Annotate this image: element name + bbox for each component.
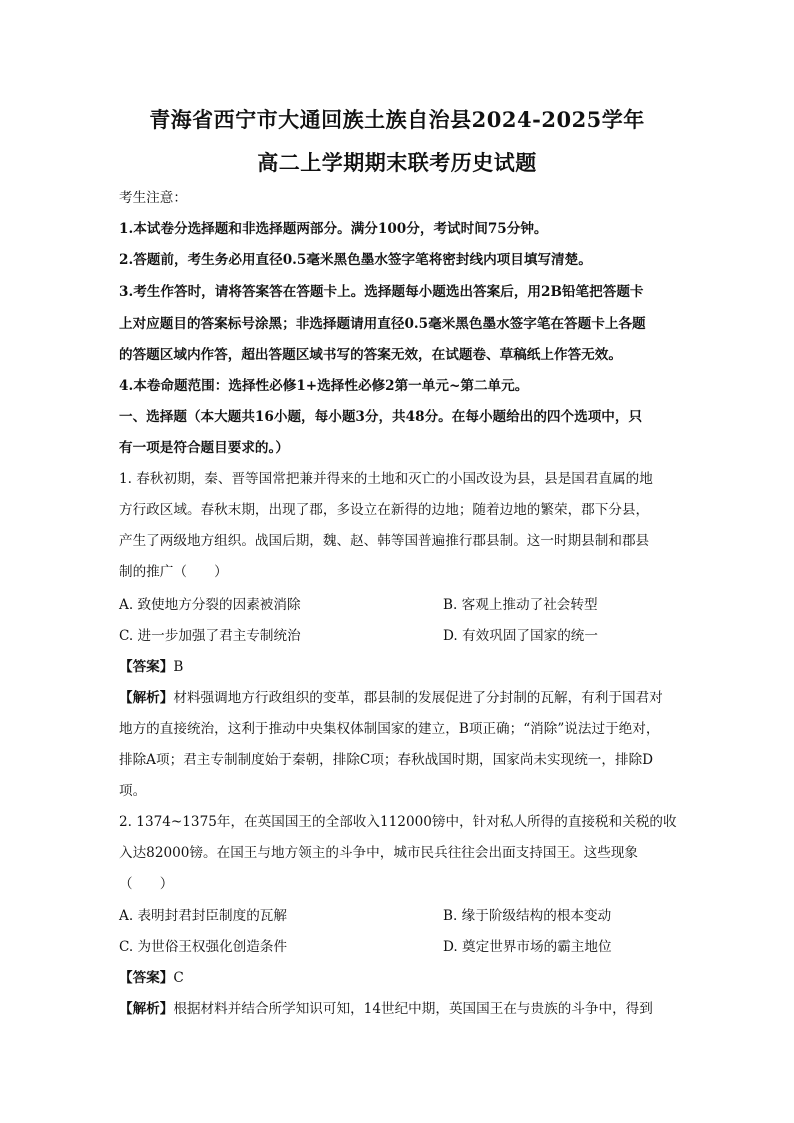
- q1-stem-line-2: 方行政区域。春秋末期，出现了郡，多设立在新得的边地；随着边地的繁荣，郡下分县，: [119, 502, 650, 518]
- title-line-1: 青海省西宁市大通回族土族自治县2024-2025学年: [149, 107, 645, 132]
- q1-analysis-line-2: 地方的直接统治，这利于推动中央集权体制国家的建立，B项正确；“消除”说法过于绝对，: [119, 721, 660, 737]
- notice-item-4: 4.本卷命题范围：选择性必修1+选择性必修2第一单元~第二单元。: [119, 378, 529, 394]
- q2-answer-tag: 【答案】: [119, 970, 174, 986]
- q1-analysis-line-4: 项。: [119, 783, 147, 799]
- q1-analysis-line-3: 排除A项；君主专制制度始于秦朝，排除C项；春秋战国时期，国家尚未实现统一，排除D: [119, 752, 654, 768]
- q1-answer: [119, 655, 183, 675]
- q1-analysis-line-1: [119, 686, 663, 706]
- q1-analysis-text-1: 材料强调地方行政组织的变革，郡县制的发展促进了分封制的瓦解，有利于国君对: [173, 690, 663, 706]
- q1-option-d: D. 有效巩固了国家的统一: [443, 628, 598, 644]
- q1-stem-line-3: 产生了两级地方组织。战国后期，魏、赵、韩等国普遍推行郡县制。这一时期县制和郡县: [119, 533, 650, 549]
- q1-answer-value: B: [173, 659, 184, 675]
- notice-item-3-cont-2: 的答题区域内作答，超出答题区域书写的答案无效，在试题卷、草稿纸上作答无效。: [119, 347, 622, 363]
- q1-stem-line-4: 制的推广（ ）: [119, 564, 228, 580]
- q1-option-a: A. 致使地方分裂的因素被消除: [119, 597, 301, 613]
- q2-answer-value: C: [173, 970, 184, 986]
- q2-analysis-text-1: 根据材料并结合所学知识可知，14世纪中期，英国国王在与贵族的斗争中，得到: [173, 1001, 653, 1017]
- q2-option-d: D. 奠定世界市场的霸主地位: [443, 939, 612, 955]
- title-line-2: 高二上学期期末联考历史试题: [257, 150, 537, 175]
- notice-heading: 考生注意：: [119, 190, 187, 206]
- q2-option-a: A. 表明封君封臣制度的瓦解: [119, 908, 287, 924]
- q2-stem-line-1: 2. 1374~1375年，在英国国王的全部收入112000镑中，针对私人所得的直接税和关税的收: [119, 814, 677, 830]
- q1-option-c: C. 进一步加强了君主专制统治: [119, 628, 301, 644]
- q1-stem-line-1: 1. 春秋初期，秦、晋等国常把兼并得来的土地和灭亡的小国改设为县，县是国君直属的地: [119, 471, 653, 487]
- q2-stem-line-3: （ ）: [119, 876, 174, 892]
- q2-analysis-line-1: [119, 997, 653, 1017]
- notice-item-3: 3.考生作答时，请将答案答在答题卡上。选择题每小题选出答案后，用2B铅笔把答题卡: [119, 284, 644, 300]
- q2-analysis-tag: 【解析】: [119, 1001, 174, 1017]
- notice-item-3-cont-1: 上对应题目的答案标号涂黑；非选择题请用直径0.5毫米黑色墨水签字笔在答题卡上各题: [119, 316, 646, 332]
- q2-option-c: C. 为世俗王权强化创造条件: [119, 939, 288, 955]
- q2-stem-line-2: 入达82000镑。在国王与地方领主的斗争中，城市民兵往往会出面支持国王。这些现象: [119, 845, 639, 861]
- q1-option-b: B. 客观上推动了社会转型: [443, 597, 598, 613]
- section-heading-line-1: 一、选择题（本大题共16小题，每小题3分，共48分。在每小题给出的四个选项中，只: [119, 409, 643, 425]
- q1-analysis-tag: 【解析】: [119, 690, 174, 706]
- section-heading-line-2: 有一项是符合题目要求的。）: [119, 440, 289, 456]
- q2-option-b: B. 缘于阶级结构的根本变动: [443, 908, 612, 924]
- q1-answer-tag: 【答案】: [119, 659, 174, 675]
- q2-answer: [119, 966, 184, 986]
- notice-item-2: 2.答题前，考生务必用直径0.5毫米黑色墨水签字笔将密封线内项目填写清楚。: [119, 252, 592, 268]
- notice-item-1: 1.本试卷分选择题和非选择题两部分。满分100分，考试时间75分钟。: [119, 221, 548, 237]
